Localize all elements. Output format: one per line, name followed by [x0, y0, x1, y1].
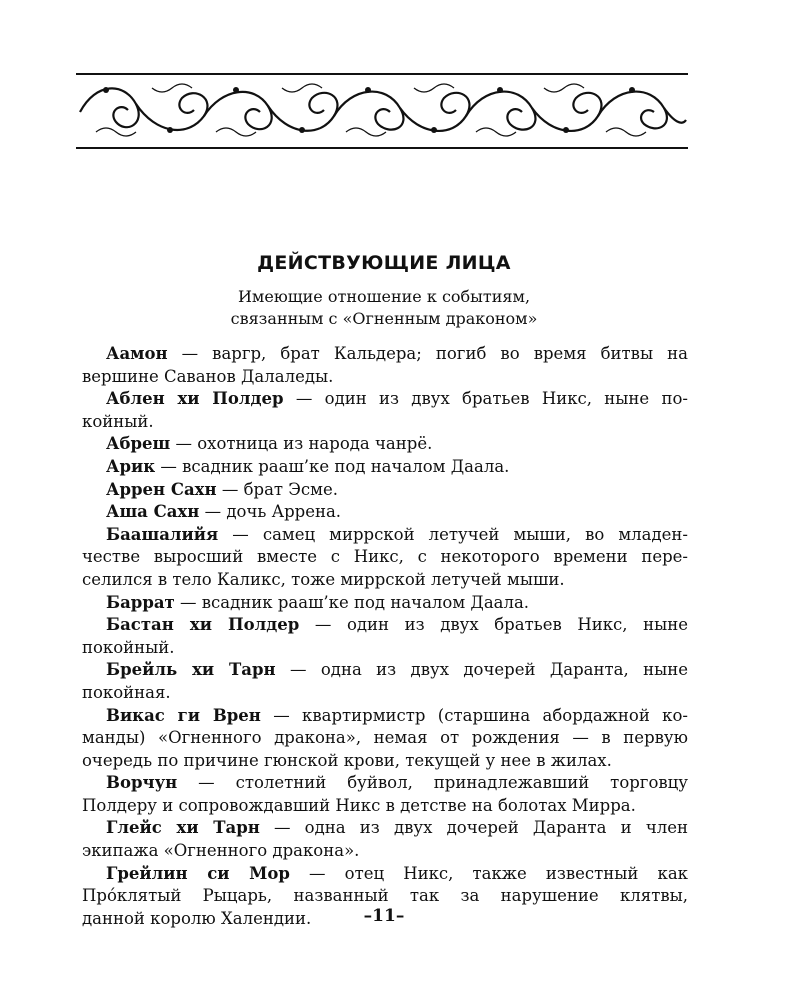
character-entry	[106, 456, 688, 479]
character-name: Бастан хи Полдер	[106, 615, 300, 635]
entry-line	[106, 817, 688, 840]
character-description: — дочь Аррена.	[199, 502, 342, 522]
character-description: — одна из двух дочерей Даранта и член	[259, 818, 688, 838]
character-name: Ворчун	[106, 773, 178, 793]
entry-line: Полдеру и сопровождавший Никс в детстве на болотах Мирра.	[82, 795, 636, 815]
character-name: Арик	[106, 456, 156, 476]
page-heading: ДЕЙСТВУЮЩИЕ ЛИЦА	[257, 252, 511, 274]
page-number: –11–	[363, 906, 405, 926]
entry-line	[106, 456, 688, 479]
decorative-ornament-band	[76, 72, 688, 150]
entry-line: данной королю Халендии.	[82, 908, 312, 928]
entry-line	[106, 592, 688, 615]
entry-line	[106, 705, 688, 728]
entry-line: очередь по причине гюнской крови, текущей у нее в жилах.	[82, 750, 612, 770]
character-name: Абреш	[106, 434, 171, 454]
character-entry	[82, 772, 688, 817]
character-entry	[106, 479, 688, 502]
character-name: Аша Сахн	[106, 502, 200, 522]
character-description: — охотница из народа чанрё.	[170, 434, 433, 454]
character-entry	[82, 388, 688, 433]
character-description: — брат Эсме.	[216, 479, 338, 499]
character-entry	[106, 501, 688, 524]
character-description: — самец миррской летучей мыши, во младен-	[218, 524, 688, 544]
entry-line	[106, 501, 688, 524]
character-entry	[82, 705, 689, 773]
character-entry	[82, 343, 688, 388]
entry-line: честве выросший вместе с Никс, с некоторого времени пере-	[82, 547, 688, 567]
entry-line: покойная.	[82, 682, 171, 702]
subtitle-line-2: связанным с «Огненным драконом»	[230, 309, 538, 328]
page-subtitle	[0, 286, 768, 330]
entry-line	[106, 614, 688, 637]
character-description: — одна из двух дочерей Даранта, ныне	[275, 660, 688, 680]
entry-line: Про́клятый Рыцарь, названный так за нарушение клятвы,	[82, 886, 688, 906]
character-name: Аамон	[106, 344, 168, 363]
character-name: Глейс хи Тарн	[106, 818, 260, 838]
character-entry	[82, 659, 688, 704]
entry-line	[106, 863, 688, 886]
entry-line	[106, 433, 688, 456]
character-description: — один из двух братьев Никс, ныне по-	[283, 389, 688, 409]
character-description: — столетний буйвол, принадлежавший торговцу	[177, 773, 688, 793]
character-name: Грейлин си Мор	[106, 863, 290, 883]
character-description: — всадник рааш’ке под началом Даала.	[155, 456, 510, 476]
character-entry	[82, 524, 688, 592]
entry-line	[106, 772, 688, 795]
character-entry	[82, 614, 688, 659]
character-entry	[82, 817, 688, 862]
entry-line: экипажа «Огненного дракона».	[82, 841, 360, 861]
entry-line: покойный.	[82, 637, 175, 657]
entry-line	[106, 343, 688, 366]
entry-line: манды) «Огненного дракона», немая от рождения — в первую	[82, 728, 688, 748]
entry-line	[106, 388, 688, 411]
character-name: Аблен хи Полдер	[106, 389, 284, 409]
character-description: — отец Никс, также известный как	[289, 863, 688, 883]
entry-line: вершине Саванов Далаледы.	[82, 366, 334, 386]
subtitle-line-1: Имеющие отношение к событиям,	[237, 287, 531, 306]
character-description: — один из двух братьев Никс, ныне	[299, 615, 688, 635]
entry-line: койный.	[82, 411, 154, 431]
entry-line	[106, 659, 688, 682]
entry-line: селился в тело Каликс, тоже миррской летучей мыши.	[82, 569, 565, 589]
entry-line	[106, 479, 688, 502]
character-description: — всадник рааш’ке под началом Даала.	[174, 592, 530, 612]
character-description: — квартирмистр (старшина абордажной ко-	[260, 705, 689, 725]
entry-line	[106, 524, 688, 547]
character-entry	[106, 592, 688, 615]
character-list	[82, 343, 689, 930]
character-name: Брейль хи Тарн	[106, 660, 276, 680]
character-name: Баррат	[106, 592, 175, 612]
character-name: Викас ги Врен	[106, 705, 261, 725]
character-description: — варгр, брат Кальдера; погиб во время битвы на	[167, 344, 688, 363]
character-entry	[106, 433, 688, 456]
character-name: Баашалийя	[106, 524, 219, 544]
character-name: Аррен Сахн	[106, 479, 217, 499]
